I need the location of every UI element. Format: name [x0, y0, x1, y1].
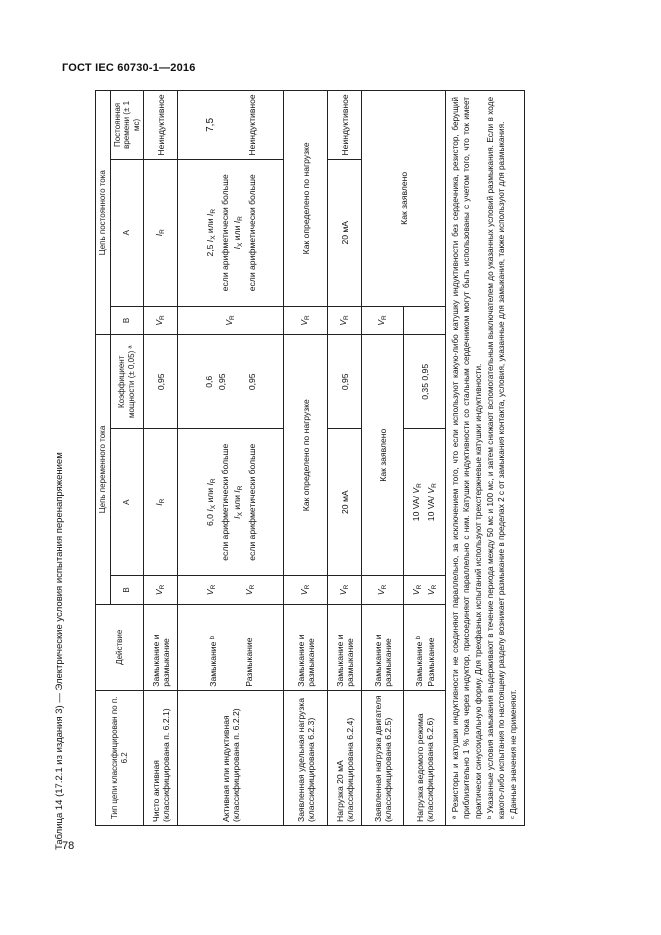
dc-merged-cell: Как заявлено [362, 91, 446, 307]
table-row [362, 91, 404, 826]
header-ac-a: А [110, 429, 144, 576]
ac-current-line: 10 VA/ $V_R$ [425, 483, 438, 522]
table-row [284, 91, 328, 826]
time-constant-line: Неиндуктивное [246, 94, 257, 156]
load-type-cell: Нагрузка ведомого режима (классифицирована 6.2.6) [404, 690, 446, 825]
ac-current-line: 6,0 $I_X$ или $I_R$ [204, 478, 217, 526]
ac-voltage-break: $V_R$ [425, 584, 438, 596]
power-factor-cell [178, 335, 284, 429]
dc-voltage-cell [404, 306, 446, 335]
time-constant-cell: Неиндуктивное [144, 91, 178, 160]
header-action: Действие [96, 604, 144, 690]
ac-current-line: 10 VA/ $V_R$ [411, 483, 424, 522]
ac-current-line: $I_X$ или $I_R$ [231, 485, 244, 519]
action-make: Замыкание ᵇ [413, 635, 424, 687]
action-cell: Замыкание и размыкание [328, 604, 362, 690]
dc-voltage-cell: $V_R$ [284, 306, 328, 335]
dc-current-cell: 20 мА [328, 159, 362, 306]
time-constant-cell [178, 91, 284, 160]
dc-voltage-cell: $V_R$ [178, 306, 284, 335]
dc-current-line: $I_X$ или $I_R$ [231, 216, 244, 250]
dc-voltage-cell: $V_R$ [328, 306, 362, 335]
header-dc-v: В [110, 306, 144, 335]
action-cell [178, 604, 284, 690]
dc-current-line: если арифметически больше [219, 174, 230, 292]
page-number: 78 [62, 840, 75, 852]
load-type-cell: Чисто активная (классифицирована п. 6.2.1) [144, 690, 178, 825]
notes-row [446, 91, 524, 826]
dc-current-line: если арифметически больше [246, 174, 257, 292]
note-b: ᵇ Указанные условия замыкания выдерживают в течение периода между 50 мс и 100 мс, и затем снижают вспомогательным выключателем до указанных условий размыкания. Если в ходе какого-либо испытания по настоящему разделу возникает размыкание в пределах 2 с от замыкания контакта, условия, указанные для замыкания, также используют для размыкания. [485, 97, 506, 819]
ac-voltage-cell: $V_R$ [144, 576, 178, 605]
header-time-constant: Постоянная времени (± 1 мс) [110, 91, 144, 160]
ac-voltage-cell [178, 576, 284, 605]
action-cell [404, 604, 446, 690]
overvoltage-test-table [95, 90, 525, 826]
dc-merged-cell: Как определено по нагрузке [284, 91, 328, 307]
power-factor-cell: 0,95 [144, 335, 178, 429]
table-notes [446, 91, 524, 826]
header-dc-group: Цепь постоянного тока [96, 91, 111, 335]
ac-current-cell [178, 429, 284, 576]
ac-current-line: если арифметически больше [219, 443, 230, 561]
power-factor-line: 0,6 [204, 375, 215, 388]
dc-current-cell: $I_R$ [144, 159, 178, 306]
ac-voltage-cell [404, 576, 446, 605]
power-factor-line: 0,95 [216, 373, 227, 391]
table-row [328, 91, 362, 826]
action-cell: Замыкание и размыкание [362, 604, 404, 690]
note-a: ª Резисторы и катушки индуктивности не соединяют параллельно, за исключением того, что если используют какую-либо катушку индуктивности без сердечника, резистор, берущий приблизительно 1 % тока через индуктор, присоединяют параллельно с ним. Катушки индуктивности со стальным сердечником могут быть использованы с учетом того, что ток имеет практически синусоидальную форму. Для трехфазных испытаний используют трехстержневые катушки индуктивности. [451, 97, 483, 819]
note-c: ᶜ Данные значения не применяют. [508, 689, 518, 819]
document-code: ГОСТ IEC 60730-1—2016 [62, 62, 196, 74]
ac-current-cell [404, 429, 446, 576]
power-factor-line: 0,95 [247, 373, 258, 391]
action-break: Размыкание [425, 637, 436, 687]
load-type-cell: Активная или индуктивная (классифицирована п. 6.2.2) [178, 690, 284, 825]
time-constant-line: 7,5 [204, 117, 216, 132]
table-row [178, 91, 284, 826]
dc-voltage-cell: $V_R$ [144, 306, 178, 335]
action-cell: Замыкание и размыкание [144, 604, 178, 690]
ac-current-cell: 20 мА [328, 429, 362, 576]
ac-current-line: если арифметически больше [246, 443, 257, 561]
dc-current-cell [178, 159, 284, 306]
dc-current-line: 2,5 $I_X$ или $I_R$ [204, 208, 217, 257]
ac-current-cell: $I_R$ [144, 429, 178, 576]
action-break: Размыкание [243, 637, 254, 687]
dc-voltage-cell: $V_R$ [362, 306, 404, 335]
ac-voltage-break: $V_R$ [243, 584, 256, 596]
header-ac-group: Цепь переменного тока [96, 335, 111, 604]
time-constant-cell: Неиндуктивное [328, 91, 362, 160]
ac-voltage-cell: $V_R$ [328, 576, 362, 605]
header-ac-v: В [110, 576, 144, 605]
load-type-cell: Нагрузка 20 мА (классифицирована 6.2.4) [328, 690, 362, 825]
header-dc-a: А [110, 159, 144, 306]
ac-voltage-make: $V_R$ [411, 584, 424, 596]
action-make: Замыкание ᵇ [207, 635, 218, 687]
power-factor-cell: 0,95 [328, 335, 362, 429]
rotated-table-block [95, 90, 518, 826]
ac-merged-cell: Как определено по нагрузке [284, 335, 328, 576]
ac-voltage-cell: $V_R$ [362, 576, 404, 605]
ac-voltage-make: $V_R$ [205, 584, 218, 596]
ac-merged-cell: Как заявлено [362, 335, 404, 576]
action-cell: Замыкание и размыкание [284, 604, 328, 690]
table-caption: Таблица 14 (17.2.1 из издания 3) — Электрические условия испытания перенапряжением [54, 452, 65, 850]
table-row [144, 91, 178, 826]
load-type-cell: Заявленная удельная нагрузка (классифицирована 6.2.3) [284, 690, 328, 825]
ac-voltage-cell: $V_R$ [284, 576, 328, 605]
power-factor-cell: 0,35 0,95 [404, 335, 446, 429]
header-load-type: Тип цепи классифицирован по п. 6.2 [96, 690, 144, 825]
load-type-cell: Заявленная нагрузка двигателя (классифицирована 6.2.5) [362, 690, 404, 825]
header-power-factor: Коэффициент мощности (± 0,05) ª [110, 335, 144, 429]
